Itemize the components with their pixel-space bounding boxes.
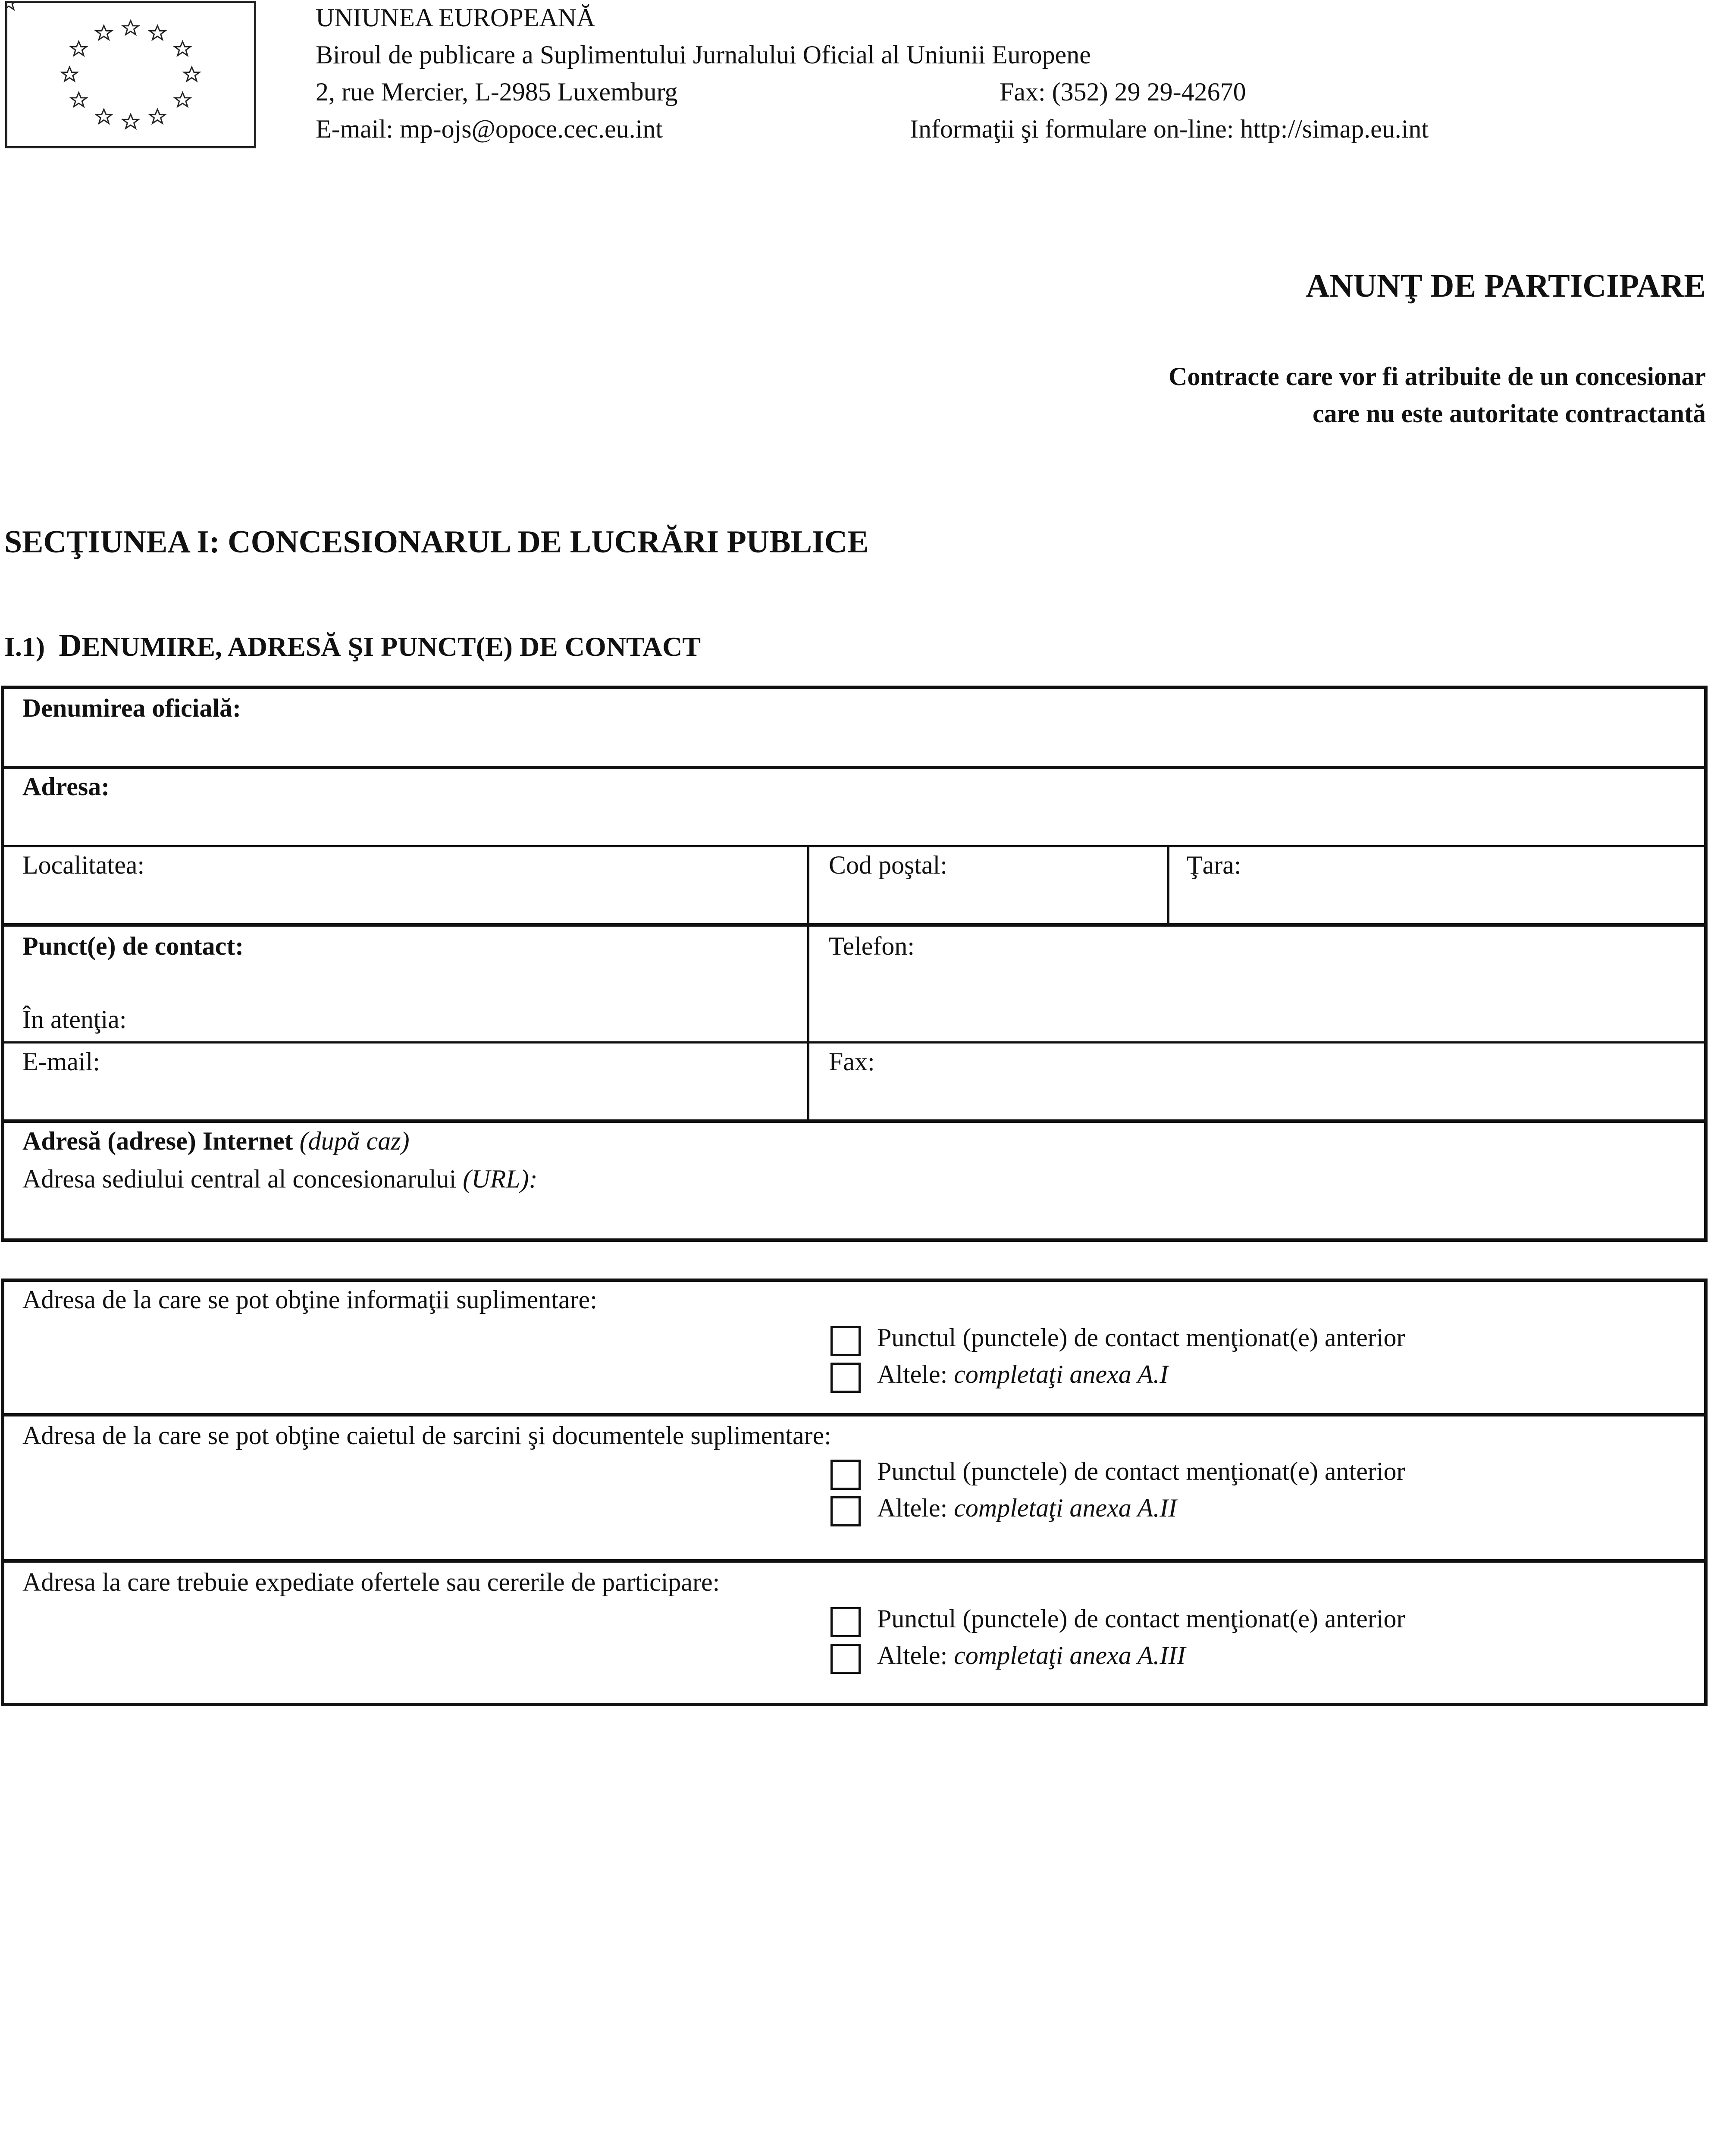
checkbox-contact-points-info[interactable] <box>830 1326 861 1356</box>
hq-address-label <box>22 1164 538 1194</box>
notice-title: ANUNŢ DE PARTICIPARE <box>1306 268 1706 304</box>
divider <box>1 766 1708 769</box>
divider <box>1 1119 1708 1123</box>
divider <box>1 923 1708 927</box>
internet-address-bold: Adresă (adrese) Internet <box>22 1127 293 1155</box>
internet-address-label <box>22 1126 410 1156</box>
option-other-specs-prefix: Altele: <box>877 1494 948 1522</box>
header-org: UNIUNEA EUROPEANĂ <box>316 3 595 32</box>
telephone-label: Telefon: <box>829 932 915 960</box>
divider <box>1 1559 1708 1563</box>
option-contact-points-specs: Punctul (punctele) de contact menţionat(e) anterior <box>877 1457 1405 1485</box>
subsection-number: I.1) <box>4 631 45 662</box>
option-other-tenders-prefix: Altele: <box>877 1641 948 1670</box>
option-contact-points-info: Punctul (punctele) de contact menţionat(e) anterior <box>877 1323 1405 1352</box>
option-other-info-prefix: Altele: <box>877 1360 948 1388</box>
additional-info-label: Adresa de la care se pot obţine informaţii suplimentare: <box>22 1285 597 1314</box>
hq-url-note: (URL): <box>463 1165 538 1193</box>
option-contact-points-tenders: Punctul (punctele) de contact menţionat(e) anterior <box>877 1604 1405 1633</box>
divider <box>1 1041 1708 1044</box>
internet-address-note: (după caz) <box>299 1127 410 1155</box>
option-other-info <box>877 1360 1168 1389</box>
option-other-specs-annex: completaţi anexa A.II <box>954 1494 1177 1522</box>
divider <box>1 1413 1708 1416</box>
locality-label: Localitatea: <box>22 851 145 879</box>
checkbox-contact-points-specs[interactable] <box>830 1460 861 1490</box>
divider <box>807 846 809 1120</box>
notice-subtitle <box>1169 358 1706 432</box>
address-label: Adresa: <box>22 772 110 801</box>
section-title: SECŢIUNEA I: CONCESIONARUL DE LUCRĂRI PUBLICE <box>4 524 869 560</box>
header-address: 2, rue Mercier, L-2985 Luxemburg <box>316 78 678 106</box>
option-other-info-annex: completaţi anexa A.I <box>954 1360 1169 1388</box>
postal-code-label: Cod poştal: <box>829 851 948 879</box>
checkbox-contact-points-tenders[interactable] <box>830 1607 861 1637</box>
country-label: Ţara: <box>1187 851 1241 879</box>
header-office: Biroul de publicare a Suplimentului Jurnalului Oficial al Uniunii Europene <box>316 41 1091 69</box>
official-name-label: Denumirea oficială: <box>22 694 241 722</box>
checkbox-other-tenders[interactable] <box>830 1644 861 1674</box>
divider <box>1 845 1708 847</box>
option-other-tenders <box>877 1641 1185 1670</box>
eu-stars-icon <box>7 3 254 146</box>
header-fax: Fax: (352) 29 29-42670 <box>1000 78 1246 106</box>
checkbox-other-info[interactable] <box>830 1363 861 1393</box>
subsection-initial: D <box>59 628 82 663</box>
option-other-specs <box>877 1493 1177 1523</box>
tenders-address-label: Adresa la care trebuie expediate ofertele sau cererile de participare: <box>22 1568 720 1596</box>
subsection-rest: ENUMIRE, ADRESĂ ŞI PUNCT(E) DE CONTACT <box>81 631 701 662</box>
subtitle-line-2: care nu este autoritate contractantă <box>1313 399 1706 428</box>
eu-flag-logo <box>5 1 256 148</box>
divider <box>1167 846 1169 924</box>
checkbox-other-specs[interactable] <box>830 1496 861 1526</box>
attention-label: În atenţia: <box>22 1005 127 1034</box>
email-label: E-mail: <box>22 1047 100 1076</box>
hq-address-text: Adresa sediului central al concesionarului <box>22 1165 457 1193</box>
subtitle-line-1: Contracte care vor fi atribuite de un concesionar <box>1169 362 1706 391</box>
fax-label: Fax: <box>829 1047 875 1076</box>
contact-points-label: Punct(e) de contact: <box>22 932 244 960</box>
option-other-tenders-annex: completaţi anexa A.III <box>954 1641 1186 1670</box>
subsection-title <box>4 627 701 664</box>
header-online: Informaţii şi formulare on-line: http://simap.eu.int <box>910 115 1429 143</box>
header-email: E-mail: mp-ojs@opoce.cec.eu.int <box>316 115 663 143</box>
specifications-label: Adresa de la care se pot obţine caietul de sarcini şi documentele suplimentare: <box>22 1421 831 1450</box>
